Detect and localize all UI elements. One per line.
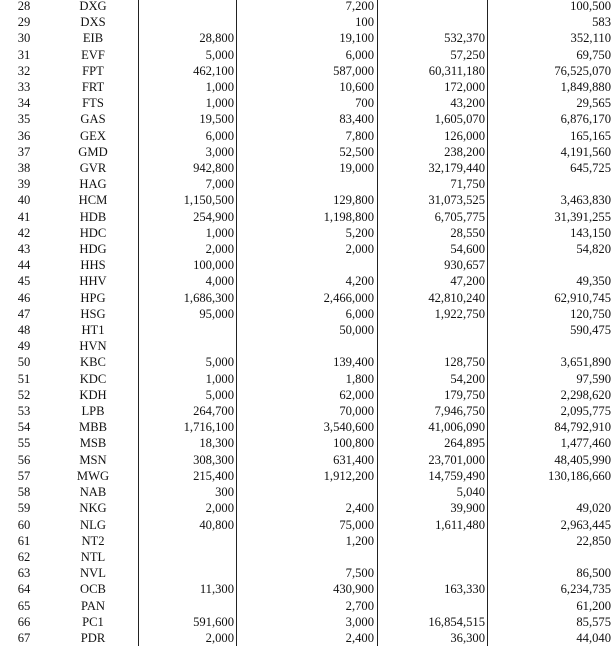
table-row (0, 581, 616, 597)
row-number-cell: 48 (0, 322, 48, 338)
ticker-code-cell: NAB (48, 484, 139, 500)
column-b-value-cell: 6,000 (237, 47, 378, 63)
column-b-value-cell: 4,200 (237, 273, 378, 289)
table-row (0, 354, 616, 370)
table-row (0, 144, 616, 160)
row-number-cell: 47 (0, 306, 48, 322)
column-b-value-cell: 100 (237, 14, 378, 30)
column-a-value-cell: 2,000 (139, 630, 237, 646)
column-d-value-cell: 2,095,775 (488, 403, 616, 419)
ticker-code-cell: HSG (48, 306, 139, 322)
column-a-value-cell: 1,000 (139, 371, 237, 387)
column-c-value-cell: 5,040 (378, 484, 488, 500)
ticker-code-cell: GAS (48, 111, 139, 127)
column-d-value-cell: 22,850 (488, 533, 616, 549)
column-b-value-cell: 2,400 (237, 630, 378, 646)
column-a-value-cell: 95,000 (139, 306, 237, 322)
column-b-value-cell: 3,000 (237, 614, 378, 630)
row-number-cell: 37 (0, 144, 48, 160)
table-row (0, 306, 616, 322)
column-a-value-cell: 942,800 (139, 160, 237, 176)
column-d-value-cell: 54,820 (488, 241, 616, 257)
ticker-code-cell: HT1 (48, 322, 139, 338)
column-b-value-cell: 6,000 (237, 306, 378, 322)
table-row (0, 225, 616, 241)
column-c-value-cell: 1,922,750 (378, 306, 488, 322)
row-number-cell: 34 (0, 95, 48, 111)
ticker-code-cell: MSN (48, 452, 139, 468)
column-d-value-cell: 120,750 (488, 306, 616, 322)
column-c-value-cell: 28,550 (378, 225, 488, 241)
table-row (0, 128, 616, 144)
column-b-value-cell (237, 257, 378, 273)
ticker-code-cell: KBC (48, 354, 139, 370)
row-number-cell: 33 (0, 79, 48, 95)
column-d-value-cell: 84,792,910 (488, 419, 616, 435)
column-b-value-cell: 3,540,600 (237, 419, 378, 435)
column-d-value-cell: 4,191,560 (488, 144, 616, 160)
table-row (0, 241, 616, 257)
row-number-cell: 36 (0, 128, 48, 144)
column-c-value-cell: 172,000 (378, 79, 488, 95)
column-d-value-cell: 97,590 (488, 371, 616, 387)
column-d-value-cell: 62,910,745 (488, 290, 616, 306)
column-a-value-cell (139, 338, 237, 354)
column-d-value-cell: 2,298,620 (488, 387, 616, 403)
column-d-value-cell (488, 549, 616, 565)
table-row (0, 387, 616, 403)
table-row (0, 500, 616, 516)
row-number-cell: 58 (0, 484, 48, 500)
table-row (0, 95, 616, 111)
table-row (0, 160, 616, 176)
column-a-value-cell: 5,000 (139, 387, 237, 403)
ticker-code-cell: OCB (48, 581, 139, 597)
column-d-value-cell: 49,350 (488, 273, 616, 289)
column-b-value-cell: 19,000 (237, 160, 378, 176)
column-a-value-cell (139, 322, 237, 338)
column-a-value-cell: 11,300 (139, 581, 237, 597)
table-row (0, 30, 616, 46)
table-row (0, 192, 616, 208)
column-d-value-cell: 1,849,880 (488, 79, 616, 95)
column-c-value-cell: 7,946,750 (378, 403, 488, 419)
row-number-cell: 30 (0, 30, 48, 46)
column-a-value-cell: 300 (139, 484, 237, 500)
column-c-value-cell (378, 533, 488, 549)
row-number-cell: 31 (0, 47, 48, 63)
table-row (0, 47, 616, 63)
column-d-value-cell: 1,477,460 (488, 435, 616, 451)
table-row (0, 371, 616, 387)
column-d-value-cell: 48,405,990 (488, 452, 616, 468)
column-a-value-cell (139, 533, 237, 549)
column-c-value-cell: 54,200 (378, 371, 488, 387)
column-c-value-cell: 32,179,440 (378, 160, 488, 176)
ticker-code-cell: GVR (48, 160, 139, 176)
column-c-value-cell: 41,006,090 (378, 419, 488, 435)
column-b-value-cell: 2,400 (237, 500, 378, 516)
table-row (0, 14, 616, 30)
column-b-value-cell: 139,400 (237, 354, 378, 370)
column-a-value-cell: 1,686,300 (139, 290, 237, 306)
column-a-value-cell (139, 0, 237, 14)
ticker-code-cell: NKG (48, 500, 139, 516)
column-d-value-cell: 645,725 (488, 160, 616, 176)
ticker-code-cell: KDC (48, 371, 139, 387)
table-row (0, 452, 616, 468)
column-b-value-cell: 1,800 (237, 371, 378, 387)
column-b-value-cell: 19,100 (237, 30, 378, 46)
ticker-code-cell: HDB (48, 209, 139, 225)
column-c-value-cell (378, 565, 488, 581)
ticker-code-cell: HAG (48, 176, 139, 192)
column-b-value-cell (237, 549, 378, 565)
table-row (0, 257, 616, 273)
column-b-value-cell: 631,400 (237, 452, 378, 468)
table-row (0, 533, 616, 549)
column-c-value-cell: 31,073,525 (378, 192, 488, 208)
column-d-value-cell: 2,963,445 (488, 517, 616, 533)
column-d-value-cell (488, 176, 616, 192)
column-c-value-cell: 6,705,775 (378, 209, 488, 225)
column-b-value-cell: 52,500 (237, 144, 378, 160)
column-a-value-cell: 100,000 (139, 257, 237, 273)
ticker-code-cell: KDH (48, 387, 139, 403)
row-number-cell: 39 (0, 176, 48, 192)
column-c-value-cell: 57,250 (378, 47, 488, 63)
row-number-cell: 67 (0, 630, 48, 646)
column-c-value-cell (378, 338, 488, 354)
column-a-value-cell: 18,300 (139, 435, 237, 451)
row-number-cell: 50 (0, 354, 48, 370)
column-c-value-cell (378, 549, 488, 565)
row-number-cell: 45 (0, 273, 48, 289)
row-number-cell: 54 (0, 419, 48, 435)
column-b-value-cell (237, 338, 378, 354)
column-c-value-cell: 163,330 (378, 581, 488, 597)
column-c-value-cell (378, 598, 488, 614)
column-a-value-cell: 264,700 (139, 403, 237, 419)
ticker-code-cell: NLG (48, 517, 139, 533)
row-number-cell: 64 (0, 581, 48, 597)
column-c-value-cell: 128,750 (378, 354, 488, 370)
column-d-value-cell (488, 484, 616, 500)
row-number-cell: 43 (0, 241, 48, 257)
table-row (0, 565, 616, 581)
column-d-value-cell: 583 (488, 14, 616, 30)
column-d-value-cell: 3,463,830 (488, 192, 616, 208)
ticker-code-cell: MBB (48, 419, 139, 435)
column-d-value-cell: 29,565 (488, 95, 616, 111)
column-c-value-cell: 126,000 (378, 128, 488, 144)
table-row (0, 111, 616, 127)
column-d-value-cell: 100,500 (488, 0, 616, 14)
table-row (0, 419, 616, 435)
column-c-value-cell: 60,311,180 (378, 63, 488, 79)
row-number-cell: 28 (0, 0, 48, 14)
column-d-value-cell: 130,186,660 (488, 468, 616, 484)
ticker-code-cell: HDC (48, 225, 139, 241)
column-c-value-cell: 179,750 (378, 387, 488, 403)
column-b-value-cell: 5,200 (237, 225, 378, 241)
ticker-code-cell: DXS (48, 14, 139, 30)
ticker-code-cell: NVL (48, 565, 139, 581)
table-row (0, 517, 616, 533)
column-d-value-cell: 49,020 (488, 500, 616, 516)
column-c-value-cell: 930,657 (378, 257, 488, 273)
table-row (0, 0, 616, 14)
row-number-cell: 63 (0, 565, 48, 581)
row-number-cell: 66 (0, 614, 48, 630)
ticker-code-cell: NT2 (48, 533, 139, 549)
table-row (0, 322, 616, 338)
ticker-code-cell: NTL (48, 549, 139, 565)
column-b-value-cell: 700 (237, 95, 378, 111)
ticker-code-cell: MWG (48, 468, 139, 484)
column-c-value-cell: 47,200 (378, 273, 488, 289)
column-d-value-cell: 352,110 (488, 30, 616, 46)
ticker-code-cell: PC1 (48, 614, 139, 630)
column-b-value-cell: 2,466,000 (237, 290, 378, 306)
column-b-value-cell (237, 176, 378, 192)
column-a-value-cell: 462,100 (139, 63, 237, 79)
ticker-code-cell: GMD (48, 144, 139, 160)
column-a-value-cell: 7,000 (139, 176, 237, 192)
column-b-value-cell: 1,200 (237, 533, 378, 549)
column-d-value-cell: 76,525,070 (488, 63, 616, 79)
column-c-value-cell: 1,611,480 (378, 517, 488, 533)
table-row (0, 273, 616, 289)
ticker-code-cell: HCM (48, 192, 139, 208)
column-b-value-cell: 62,000 (237, 387, 378, 403)
column-c-value-cell: 71,750 (378, 176, 488, 192)
column-a-value-cell (139, 549, 237, 565)
table-row (0, 614, 616, 630)
column-d-value-cell: 3,651,890 (488, 354, 616, 370)
table-row (0, 484, 616, 500)
column-a-value-cell: 1,000 (139, 95, 237, 111)
ticker-code-cell: LPB (48, 403, 139, 419)
column-c-value-cell: 14,759,490 (378, 468, 488, 484)
row-number-cell: 52 (0, 387, 48, 403)
column-d-value-cell: 44,040 (488, 630, 616, 646)
ticker-code-cell: HHS (48, 257, 139, 273)
ticker-code-cell: MSB (48, 435, 139, 451)
column-a-value-cell: 1,150,500 (139, 192, 237, 208)
column-b-value-cell: 129,800 (237, 192, 378, 208)
row-number-cell: 32 (0, 63, 48, 79)
column-a-value-cell: 591,600 (139, 614, 237, 630)
column-c-value-cell: 23,701,000 (378, 452, 488, 468)
column-c-value-cell: 36,300 (378, 630, 488, 646)
row-number-cell: 56 (0, 452, 48, 468)
column-d-value-cell: 69,750 (488, 47, 616, 63)
ticker-code-cell: HPG (48, 290, 139, 306)
column-a-value-cell: 3,000 (139, 144, 237, 160)
column-a-value-cell: 28,800 (139, 30, 237, 46)
column-c-value-cell (378, 14, 488, 30)
column-b-value-cell (237, 484, 378, 500)
column-a-value-cell: 19,500 (139, 111, 237, 127)
column-a-value-cell (139, 14, 237, 30)
column-c-value-cell: 238,200 (378, 144, 488, 160)
column-b-value-cell: 7,800 (237, 128, 378, 144)
ticker-code-cell: HDG (48, 241, 139, 257)
column-b-value-cell: 430,900 (237, 581, 378, 597)
row-number-cell: 49 (0, 338, 48, 354)
row-number-cell: 44 (0, 257, 48, 273)
column-d-value-cell: 85,575 (488, 614, 616, 630)
column-a-value-cell: 215,400 (139, 468, 237, 484)
table-row (0, 290, 616, 306)
table-row (0, 435, 616, 451)
row-number-cell: 62 (0, 549, 48, 565)
column-b-value-cell: 7,200 (237, 0, 378, 14)
table-row (0, 338, 616, 354)
row-number-cell: 35 (0, 111, 48, 127)
column-d-value-cell: 6,876,170 (488, 111, 616, 127)
column-a-value-cell: 6,000 (139, 128, 237, 144)
column-a-value-cell: 4,000 (139, 273, 237, 289)
column-c-value-cell: 264,895 (378, 435, 488, 451)
column-c-value-cell (378, 322, 488, 338)
column-c-value-cell: 43,200 (378, 95, 488, 111)
table-row (0, 209, 616, 225)
table-row (0, 176, 616, 192)
column-d-value-cell: 86,500 (488, 565, 616, 581)
column-b-value-cell: 1,198,800 (237, 209, 378, 225)
row-number-cell: 51 (0, 371, 48, 387)
ticker-code-cell: PDR (48, 630, 139, 646)
table-row (0, 549, 616, 565)
row-number-cell: 55 (0, 435, 48, 451)
column-c-value-cell: 39,900 (378, 500, 488, 516)
column-d-value-cell: 143,150 (488, 225, 616, 241)
row-number-cell: 40 (0, 192, 48, 208)
ticker-code-cell: HVN (48, 338, 139, 354)
column-b-value-cell: 1,912,200 (237, 468, 378, 484)
column-a-value-cell: 40,800 (139, 517, 237, 533)
row-number-cell: 65 (0, 598, 48, 614)
column-d-value-cell (488, 257, 616, 273)
column-b-value-cell: 7,500 (237, 565, 378, 581)
row-number-cell: 41 (0, 209, 48, 225)
column-a-value-cell (139, 565, 237, 581)
column-a-value-cell: 1,716,100 (139, 419, 237, 435)
table-row (0, 63, 616, 79)
table-row (0, 403, 616, 419)
row-number-cell: 38 (0, 160, 48, 176)
table-row (0, 598, 616, 614)
column-a-value-cell: 2,000 (139, 241, 237, 257)
row-number-cell: 42 (0, 225, 48, 241)
table-row (0, 79, 616, 95)
table-row (0, 468, 616, 484)
column-a-value-cell: 5,000 (139, 47, 237, 63)
column-a-value-cell: 1,000 (139, 79, 237, 95)
column-c-value-cell: 1,605,070 (378, 111, 488, 127)
column-b-value-cell: 83,400 (237, 111, 378, 127)
ticker-code-cell: EIB (48, 30, 139, 46)
column-b-value-cell: 2,000 (237, 241, 378, 257)
ticker-code-cell: FPT (48, 63, 139, 79)
row-number-cell: 53 (0, 403, 48, 419)
column-a-value-cell: 2,000 (139, 500, 237, 516)
row-number-cell: 46 (0, 290, 48, 306)
column-c-value-cell: 42,810,240 (378, 290, 488, 306)
row-number-cell: 59 (0, 500, 48, 516)
column-b-value-cell: 10,600 (237, 79, 378, 95)
column-b-value-cell: 100,800 (237, 435, 378, 451)
column-a-value-cell: 5,000 (139, 354, 237, 370)
column-a-value-cell: 1,000 (139, 225, 237, 241)
column-b-value-cell: 70,000 (237, 403, 378, 419)
column-a-value-cell: 254,900 (139, 209, 237, 225)
column-d-value-cell: 31,391,255 (488, 209, 616, 225)
ticker-code-cell: FTS (48, 95, 139, 111)
ticker-code-cell: DXG (48, 0, 139, 14)
column-d-value-cell: 6,234,735 (488, 581, 616, 597)
column-b-value-cell: 587,000 (237, 63, 378, 79)
ticker-code-cell: FRT (48, 79, 139, 95)
column-b-value-cell: 75,000 (237, 517, 378, 533)
table-row (0, 630, 616, 646)
column-c-value-cell: 532,370 (378, 30, 488, 46)
column-a-value-cell (139, 598, 237, 614)
column-a-value-cell: 308,300 (139, 452, 237, 468)
row-number-cell: 61 (0, 533, 48, 549)
column-d-value-cell (488, 338, 616, 354)
column-c-value-cell: 54,600 (378, 241, 488, 257)
column-d-value-cell: 165,165 (488, 128, 616, 144)
column-b-value-cell: 2,700 (237, 598, 378, 614)
ticker-code-cell: HHV (48, 273, 139, 289)
ticker-code-cell: EVF (48, 47, 139, 63)
column-d-value-cell: 590,475 (488, 322, 616, 338)
row-number-cell: 60 (0, 517, 48, 533)
column-b-value-cell: 50,000 (237, 322, 378, 338)
column-c-value-cell (378, 0, 488, 14)
row-number-cell: 57 (0, 468, 48, 484)
ticker-code-cell: PAN (48, 598, 139, 614)
column-c-value-cell: 16,854,515 (378, 614, 488, 630)
ticker-code-cell: GEX (48, 128, 139, 144)
column-d-value-cell: 61,200 (488, 598, 616, 614)
row-number-cell: 29 (0, 14, 48, 30)
